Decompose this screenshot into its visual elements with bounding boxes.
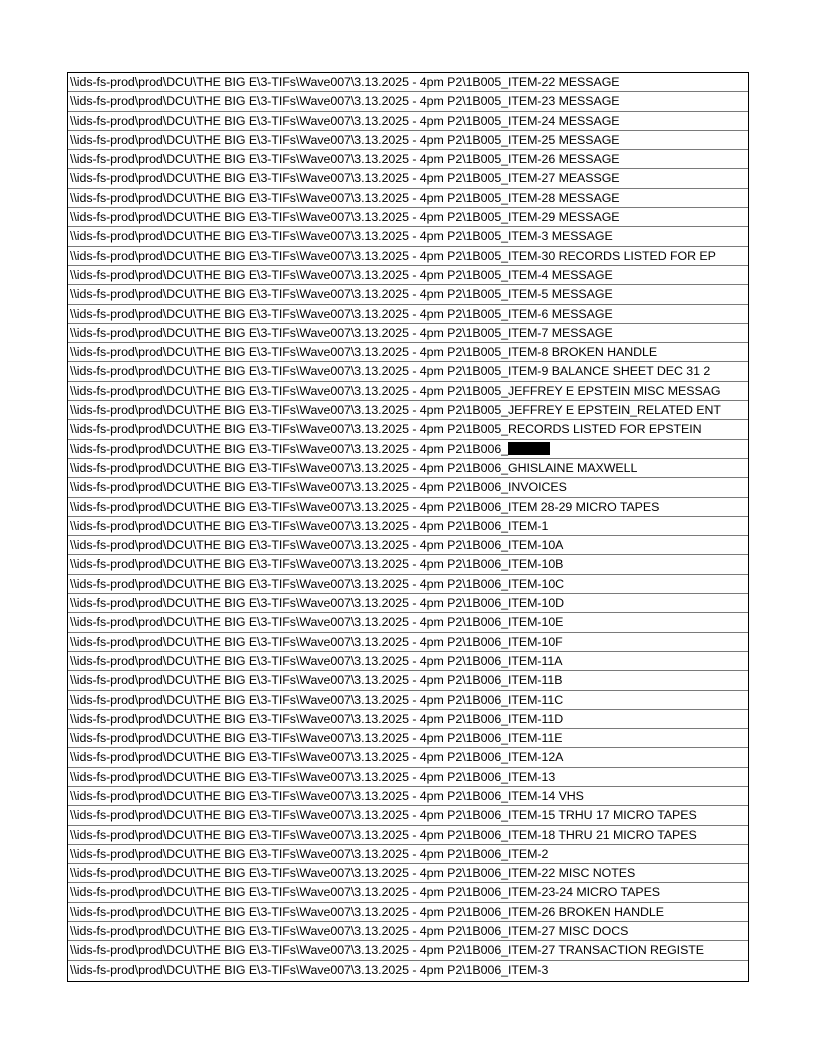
file-path-text: \\ids-fs-prod\prod\DCU\THE BIG E\3-TIFs\Wave007\3.13.2025 - 4pm P2\1B005_ITEM-30 RECORDS LISTED FOR EP xyxy=(70,248,716,263)
file-path-text: \\ids-fs-prod\prod\DCU\THE BIG E\3-TIFs\Wave007\3.13.2025 - 4pm P2\1B006_ITEM-27 TRANSACTION REGISTE xyxy=(70,943,705,958)
table-row xyxy=(68,961,748,980)
table-row xyxy=(68,671,748,690)
file-path-text: \\ids-fs-prod\prod\DCU\THE BIG E\3-TIFs\Wave007\3.13.2025 - 4pm P2\1B005_ITEM-6 MESSAGE xyxy=(70,306,613,321)
file-path-text: \\ids-fs-prod\prod\DCU\THE BIG E\3-TIFs\Wave007\3.13.2025 - 4pm P2\1B006_ITEM-10E xyxy=(70,615,564,630)
table-row xyxy=(68,575,748,594)
table-row xyxy=(68,362,748,381)
file-path-text: \\ids-fs-prod\prod\DCU\THE BIG E\3-TIFs\Wave007\3.13.2025 - 4pm P2\1B005_JEFFREY E EPSTEIN_RELATED ENT xyxy=(70,403,721,418)
table-row xyxy=(68,266,748,285)
file-path-text: \\ids-fs-prod\prod\DCU\THE BIG E\3-TIFs\Wave007\3.13.2025 - 4pm P2\1B006_ITEM-10F xyxy=(70,634,563,649)
table-row xyxy=(68,440,748,459)
file-path-text: \\ids-fs-prod\prod\DCU\THE BIG E\3-TIFs\Wave007\3.13.2025 - 4pm P2\1B006_ITEM-13 xyxy=(70,769,556,784)
table-row xyxy=(68,922,748,941)
table-row xyxy=(68,768,748,787)
table-row xyxy=(68,459,748,478)
table-row xyxy=(68,787,748,806)
file-path-text: \\ids-fs-prod\prod\DCU\THE BIG E\3-TIFs\Wave007\3.13.2025 - 4pm P2\1B005_JEFFREY E EPSTEIN MISC MESSAG xyxy=(70,383,721,398)
file-path-text: \\ids-fs-prod\prod\DCU\THE BIG E\3-TIFs\Wave007\3.13.2025 - 4pm P2\1B006_ITEM-10D xyxy=(70,596,565,611)
table-row xyxy=(68,826,748,845)
file-path-text: \\ids-fs-prod\prod\DCU\THE BIG E\3-TIFs\Wave007\3.13.2025 - 4pm P2\1B006_ITEM-2 xyxy=(70,846,549,861)
table-row xyxy=(68,169,748,188)
file-path-text: \\ids-fs-prod\prod\DCU\THE BIG E\3-TIFs\Wave007\3.13.2025 - 4pm P2\1B005_ITEM-5 MESSAGE xyxy=(70,287,613,302)
table-row xyxy=(68,305,748,324)
table-row xyxy=(68,247,748,266)
table-row xyxy=(68,150,748,169)
file-path-text: \\ids-fs-prod\prod\DCU\THE BIG E\3-TIFs\Wave007\3.13.2025 - 4pm P2\1B005_ITEM-26 MESSAGE xyxy=(70,152,620,167)
table-row xyxy=(68,420,748,439)
table-row xyxy=(68,478,748,497)
file-path-text: \\ids-fs-prod\prod\DCU\THE BIG E\3-TIFs\Wave007\3.13.2025 - 4pm P2\1B006_ xyxy=(70,441,509,456)
file-path-text: \\ids-fs-prod\prod\DCU\THE BIG E\3-TIFs\Wave007\3.13.2025 - 4pm P2\1B005_ITEM-23 MESSAGE xyxy=(70,94,620,109)
file-path-text: \\ids-fs-prod\prod\DCU\THE BIG E\3-TIFs\Wave007\3.13.2025 - 4pm P2\1B006_ITEM-3 xyxy=(70,962,549,977)
file-path-text: \\ids-fs-prod\prod\DCU\THE BIG E\3-TIFs\Wave007\3.13.2025 - 4pm P2\1B005_ITEM-4 MESSAGE xyxy=(70,267,613,282)
table-row xyxy=(68,555,748,574)
table-row xyxy=(68,498,748,517)
file-path-text: \\ids-fs-prod\prod\DCU\THE BIG E\3-TIFs\Wave007\3.13.2025 - 4pm P2\1B006_ITEM-10C xyxy=(70,576,565,591)
file-path-text: \\ids-fs-prod\prod\DCU\THE BIG E\3-TIFs\Wave007\3.13.2025 - 4pm P2\1B006_ITEM-10A xyxy=(70,538,564,553)
table-row xyxy=(68,536,748,555)
table-row xyxy=(68,729,748,748)
file-path-text: \\ids-fs-prod\prod\DCU\THE BIG E\3-TIFs\Wave007\3.13.2025 - 4pm P2\1B006_ITEM-26 BROKEN HANDLE xyxy=(70,904,664,919)
file-path-text: \\ids-fs-prod\prod\DCU\THE BIG E\3-TIFs\Wave007\3.13.2025 - 4pm P2\1B005_ITEM-24 MESSAGE xyxy=(70,113,620,128)
file-path-text: \\ids-fs-prod\prod\DCU\THE BIG E\3-TIFs\Wave007\3.13.2025 - 4pm P2\1B006_GHISLAINE MAXWELL xyxy=(70,460,638,475)
table-row xyxy=(68,285,748,304)
file-path-text: \\ids-fs-prod\prod\DCU\THE BIG E\3-TIFs\Wave007\3.13.2025 - 4pm P2\1B005_ITEM-22 MESSAGE xyxy=(70,75,620,89)
file-path-text: \\ids-fs-prod\prod\DCU\THE BIG E\3-TIFs\Wave007\3.13.2025 - 4pm P2\1B006_ITEM-23-24 MICRO TAPES xyxy=(70,885,660,900)
file-path-text: \\ids-fs-prod\prod\DCU\THE BIG E\3-TIFs\Wave007\3.13.2025 - 4pm P2\1B005_ITEM-25 MESSAGE xyxy=(70,132,620,147)
table-row xyxy=(68,112,748,131)
table-row xyxy=(68,652,748,671)
file-path-text: \\ids-fs-prod\prod\DCU\THE BIG E\3-TIFs\Wave007\3.13.2025 - 4pm P2\1B006_ITEM-22 MISC NOTES xyxy=(70,866,636,881)
table-row xyxy=(68,748,748,767)
file-path-text: \\ids-fs-prod\prod\DCU\THE BIG E\3-TIFs\Wave007\3.13.2025 - 4pm P2\1B006_ITEM-15 TRHU 17 MICRO TAPES xyxy=(70,808,697,823)
file-path-text: \\ids-fs-prod\prod\DCU\THE BIG E\3-TIFs\Wave007\3.13.2025 - 4pm P2\1B005_ITEM-7 MESSAGE xyxy=(70,325,613,340)
file-path-text: \\ids-fs-prod\prod\DCU\THE BIG E\3-TIFs\Wave007\3.13.2025 - 4pm P2\1B006_ITEM-11A xyxy=(70,653,563,668)
table-row xyxy=(68,710,748,729)
file-path-text: \\ids-fs-prod\prod\DCU\THE BIG E\3-TIFs\Wave007\3.13.2025 - 4pm P2\1B006_ITEM 28-29 MICRO TAPES xyxy=(70,499,660,514)
table-row xyxy=(68,401,748,420)
table-row xyxy=(68,806,748,825)
file-path-text: \\ids-fs-prod\prod\DCU\THE BIG E\3-TIFs\Wave007\3.13.2025 - 4pm P2\1B005_RECORDS LISTED FOR EPSTEIN xyxy=(70,422,702,437)
file-path-text: \\ids-fs-prod\prod\DCU\THE BIG E\3-TIFs\Wave007\3.13.2025 - 4pm P2\1B006_ITEM-1 xyxy=(70,518,549,533)
file-path-text: \\ids-fs-prod\prod\DCU\THE BIG E\3-TIFs\Wave007\3.13.2025 - 4pm P2\1B006_ITEM-14 VHS xyxy=(70,788,584,803)
redaction-box xyxy=(508,442,550,455)
table-row xyxy=(68,324,748,343)
file-path-text: \\ids-fs-prod\prod\DCU\THE BIG E\3-TIFs\Wave007\3.13.2025 - 4pm P2\1B005_ITEM-8 BROKEN HANDLE xyxy=(70,345,658,360)
table-row xyxy=(68,883,748,902)
table-row xyxy=(68,343,748,362)
table-row xyxy=(68,382,748,401)
table-row xyxy=(68,189,748,208)
table-row xyxy=(68,73,748,92)
file-path-text: \\ids-fs-prod\prod\DCU\THE BIG E\3-TIFs\Wave007\3.13.2025 - 4pm P2\1B006_ITEM-10B xyxy=(70,557,564,572)
file-path-text: \\ids-fs-prod\prod\DCU\THE BIG E\3-TIFs\Wave007\3.13.2025 - 4pm P2\1B006_ITEM-27 MISC DOCS xyxy=(70,924,629,939)
table-row xyxy=(68,208,748,227)
file-path-text: \\ids-fs-prod\prod\DCU\THE BIG E\3-TIFs\Wave007\3.13.2025 - 4pm P2\1B006_INVOICES xyxy=(70,480,567,495)
file-path-text: \\ids-fs-prod\prod\DCU\THE BIG E\3-TIFs\Wave007\3.13.2025 - 4pm P2\1B005_ITEM-27 MEASSGE xyxy=(70,171,620,186)
file-path-text: \\ids-fs-prod\prod\DCU\THE BIG E\3-TIFs\Wave007\3.13.2025 - 4pm P2\1B005_ITEM-28 MESSAGE xyxy=(70,190,620,205)
table-row xyxy=(68,864,748,883)
table-row xyxy=(68,594,748,613)
file-path-text: \\ids-fs-prod\prod\DCU\THE BIG E\3-TIFs\Wave007\3.13.2025 - 4pm P2\1B005_ITEM-29 MESSAGE xyxy=(70,210,620,225)
file-path-table xyxy=(67,72,749,982)
table-row xyxy=(68,131,748,150)
table-row xyxy=(68,903,748,922)
file-path-text: \\ids-fs-prod\prod\DCU\THE BIG E\3-TIFs\Wave007\3.13.2025 - 4pm P2\1B006_ITEM-11D xyxy=(70,711,564,726)
table-row xyxy=(68,92,748,111)
table-row xyxy=(68,227,748,246)
table-row xyxy=(68,691,748,710)
file-path-text: \\ids-fs-prod\prod\DCU\THE BIG E\3-TIFs\Wave007\3.13.2025 - 4pm P2\1B005_ITEM-9 BALANCE SHEET DEC 31 2 xyxy=(70,364,711,379)
table-row xyxy=(68,517,748,536)
table-row xyxy=(68,613,748,632)
table-row xyxy=(68,633,748,652)
file-path-text: \\ids-fs-prod\prod\DCU\THE BIG E\3-TIFs\Wave007\3.13.2025 - 4pm P2\1B006_ITEM-11B xyxy=(70,673,563,688)
file-path-text: \\ids-fs-prod\prod\DCU\THE BIG E\3-TIFs\Wave007\3.13.2025 - 4pm P2\1B006_ITEM-11E xyxy=(70,731,563,746)
file-path-text: \\ids-fs-prod\prod\DCU\THE BIG E\3-TIFs\Wave007\3.13.2025 - 4pm P2\1B005_ITEM-3 MESSAGE xyxy=(70,229,613,244)
table-row xyxy=(68,845,748,864)
file-path-text: \\ids-fs-prod\prod\DCU\THE BIG E\3-TIFs\Wave007\3.13.2025 - 4pm P2\1B006_ITEM-12A xyxy=(70,750,564,765)
file-path-text: \\ids-fs-prod\prod\DCU\THE BIG E\3-TIFs\Wave007\3.13.2025 - 4pm P2\1B006_ITEM-11C xyxy=(70,692,564,707)
table-row xyxy=(68,941,748,960)
file-path-text: \\ids-fs-prod\prod\DCU\THE BIG E\3-TIFs\Wave007\3.13.2025 - 4pm P2\1B006_ITEM-18 THRU 21 MICRO TAPES xyxy=(70,827,697,842)
